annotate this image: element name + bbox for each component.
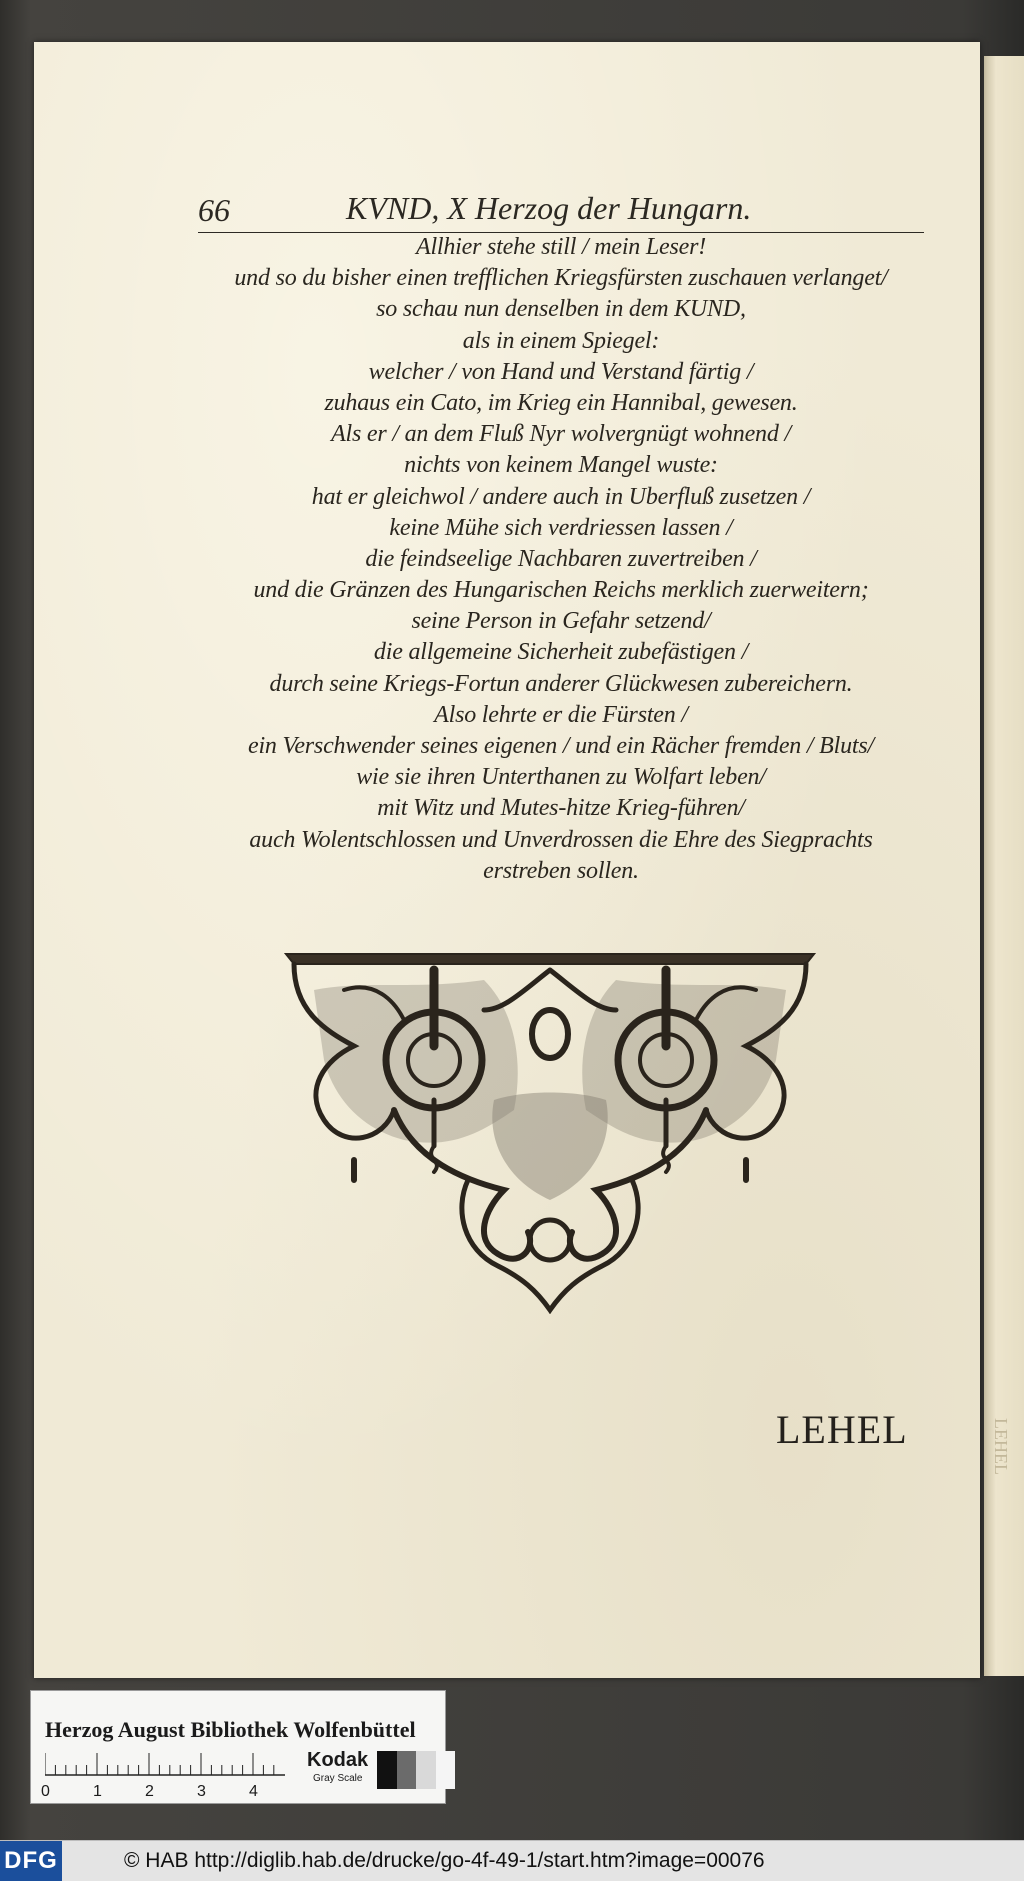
text-line: als in einem Spiegel: [462, 327, 660, 354]
text-line: und so du bisher einen trefflichen Kriegsfürsten zuschauen verlanget/ [234, 265, 888, 292]
gray-scale-patches [377, 1751, 455, 1789]
gray-patch [436, 1751, 456, 1789]
text-line: keine Mühe sich verdriessen lassen / [389, 514, 733, 541]
text-line: hat er gleichwol / andere auch in Uberfluß zusetzen / [311, 483, 811, 510]
text-line: mit Witz und Mutes-hitze Krieg-führen/ [377, 795, 745, 822]
adjacent-page-bleed: LEHEL [991, 1418, 1011, 1475]
kodak-label: Kodak [307, 1749, 369, 1771]
text-line: und die Gränzen des Hungarischen Reichs merklich zuerweitern; [253, 577, 869, 604]
catchword: LEHEL [776, 1407, 908, 1452]
text-line: ein Verschwender seines eigenen / und ein Rächer fremden / Bluts/ [248, 733, 874, 759]
text-line: die allgemeine Sicherheit zubefästigen / [373, 639, 749, 666]
text-line: Als er / an dem Fluß Nyr wolvergnügt wohnend / [331, 421, 791, 448]
ruler-label: 4 [249, 1783, 258, 1800]
ruler-label: 3 [197, 1783, 206, 1800]
gray-patch [416, 1751, 436, 1789]
text-line: erstreben sollen. [483, 857, 639, 884]
text-line: durch seine Kriegs-Fortun anderer Glückwesen zubereichern. [269, 670, 853, 697]
page-header [198, 188, 924, 233]
scale-ruler [45, 1751, 285, 1777]
gray-patch [377, 1751, 397, 1789]
text-line: so schau nun denselben in dem KUND, [376, 296, 746, 323]
ruler-label: 0 [41, 1783, 50, 1800]
running-head: KVND, X Herzog der Hungarn. [346, 190, 752, 226]
library-name: Herzog August Bibliothek Wolfenbüttel [45, 1717, 416, 1742]
text-line: die feindseelige Nachbaren zuvertreiben / [365, 545, 757, 572]
text-line: seine Person in Gefahr setzend/ [411, 608, 711, 635]
grayscale-label: Gray Scale [313, 1773, 363, 1784]
text-line: nichts von keinem Mangel wuste: [404, 452, 718, 479]
color-calibration-card [30, 1690, 446, 1804]
gray-patch [397, 1751, 417, 1789]
inscription-text [198, 232, 924, 887]
text-line: zuhaus ein Cato, im Krieg ein Hannibal, gewesen. [324, 389, 798, 416]
copyright-url[interactable]: © HAB http://diglib.hab.de/drucke/go-4f-49-1/start.htm?image=00076 [124, 1849, 765, 1872]
text-line: welcher / von Hand und Verstand färtig / [368, 358, 754, 385]
page-number: 66 [198, 192, 230, 228]
text-line: Also lehrte er die Fürsten / [434, 701, 688, 728]
text-line: wie sie ihren Unterthanen zu Wolfart leben/ [356, 764, 766, 791]
footer-bar [0, 1840, 1024, 1881]
text-line: Allhier stehe still / mein Leser! [415, 234, 707, 260]
text-line: auch Wolentschlossen und Unverdrossen die Ehre des Siegprachts [249, 826, 873, 853]
ruler-label: 1 [93, 1783, 102, 1800]
dfg-logo: DFG [0, 1841, 62, 1881]
ruler-label: 2 [145, 1783, 154, 1800]
woodcut-ornament [284, 950, 816, 1314]
